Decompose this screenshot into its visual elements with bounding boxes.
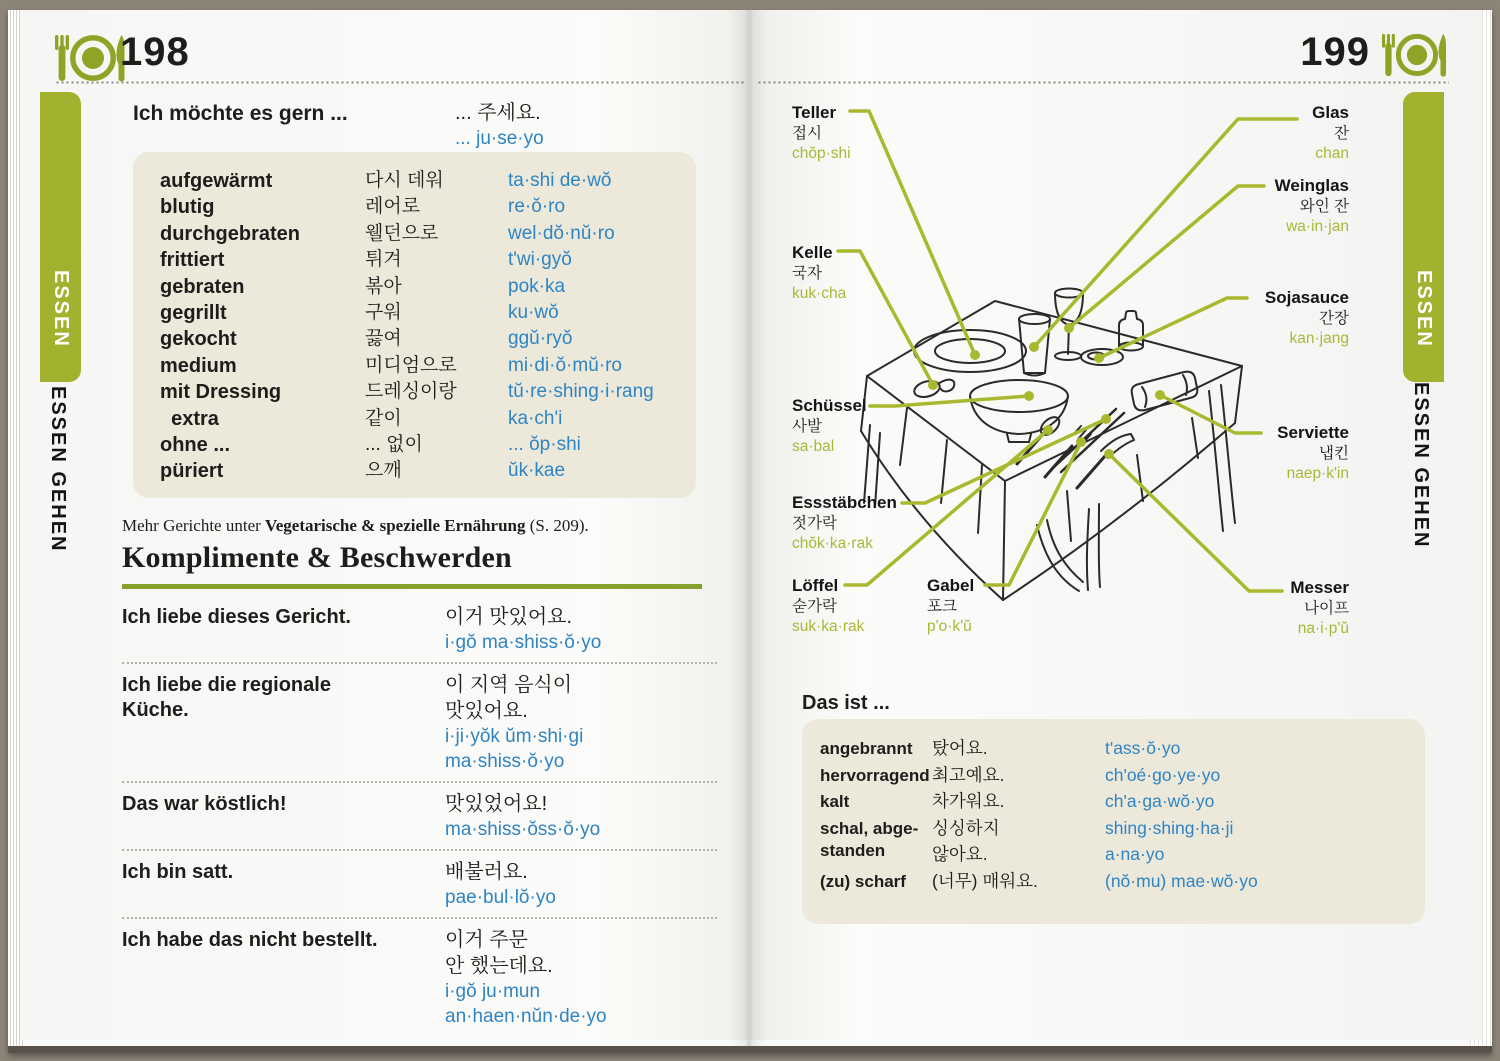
dish-romanization: ... ŏp·shi bbox=[508, 434, 581, 456]
table-row bbox=[122, 851, 717, 919]
table-row bbox=[160, 458, 686, 484]
label-romanization: na·i·p'ŭ bbox=[1297, 620, 1349, 637]
phrase-korean-block bbox=[445, 672, 717, 774]
dish-korean: 볶아 bbox=[365, 275, 402, 297]
table-row bbox=[160, 379, 686, 432]
intro-korean-block bbox=[455, 100, 544, 151]
label-korean: 젓가락 bbox=[792, 515, 837, 532]
label-korean: 포크 bbox=[927, 598, 957, 615]
diagram-label-sojasauce bbox=[1265, 288, 1349, 349]
callout-line-glas bbox=[1034, 119, 1297, 347]
phrase-german: Ich habe das nicht bestellt. bbox=[122, 929, 378, 951]
diagram-label-messer bbox=[1290, 578, 1349, 639]
label-german: Sojasauce bbox=[1264, 288, 1349, 307]
label-korean: 나이프 bbox=[1304, 600, 1349, 617]
phrase-korean: 이거 주문 안 했는데요. bbox=[445, 929, 553, 977]
label-korean: 국자 bbox=[792, 265, 822, 282]
table-leg bbox=[1037, 525, 1079, 591]
dish-romanization: t'wi·gyŏ bbox=[508, 249, 572, 271]
ladle-drawing bbox=[913, 378, 942, 399]
phrase-romanization: i·gŏ ju·mun an·haen·nŭn·de·yo bbox=[445, 981, 607, 1027]
label-korean: 간장 bbox=[1319, 310, 1349, 327]
callout-dot-schuessel bbox=[1024, 391, 1034, 401]
label-romanization: chŏp·shi bbox=[792, 145, 851, 162]
label-german: Serviette bbox=[1277, 423, 1349, 442]
table-row bbox=[160, 300, 686, 326]
label-german: Schüssel bbox=[792, 396, 867, 415]
callout-line-messer bbox=[1109, 454, 1282, 591]
label-romanization: chŏk·ka·rak bbox=[792, 535, 873, 552]
book-gutter bbox=[730, 10, 768, 1046]
phrase-german: Ich liebe dieses Gericht. bbox=[122, 606, 351, 628]
callout-dot-gabel bbox=[1076, 437, 1086, 447]
label-german: Gabel bbox=[927, 576, 975, 595]
dish-german: blutig bbox=[160, 196, 215, 219]
label-korean: 사발 bbox=[792, 418, 822, 435]
callout-line-sojasauce bbox=[1099, 298, 1247, 358]
phrase-korean-block bbox=[445, 927, 717, 1029]
dish-romanization: mi·di·ŏ·mŭ·ro bbox=[508, 354, 622, 376]
das-ist-korean: (너무) 매워요. bbox=[932, 870, 1038, 891]
dish-german: medium bbox=[160, 354, 237, 377]
diagram-label-serviette bbox=[1277, 423, 1349, 484]
dish-romanization: ku·wŏ bbox=[508, 302, 559, 324]
chapter-tab-label: ESSEN bbox=[50, 270, 72, 348]
intro-romanization: ... ju·se·yo bbox=[455, 128, 544, 149]
diagram-label-essstaebchen bbox=[792, 493, 897, 554]
label-german: Löffel bbox=[792, 576, 839, 595]
label-romanization: wa·in·jan bbox=[1286, 218, 1349, 235]
label-korean: 잔 bbox=[1334, 125, 1349, 142]
dish-korean: 드레싱이랑 같이 bbox=[365, 381, 457, 429]
label-romanization: p'o·k'ŭ bbox=[927, 618, 972, 635]
dish-korean: ... 없이 bbox=[365, 434, 423, 456]
das-ist-korean: 차가워요. bbox=[932, 791, 1005, 811]
label-german: Glas bbox=[1312, 103, 1349, 122]
intro-phrase-row bbox=[133, 100, 733, 151]
dish-korean: 튀겨 bbox=[365, 249, 402, 271]
table-leg bbox=[1087, 509, 1089, 590]
table-row bbox=[820, 788, 1411, 815]
intro-german: Ich möchte es gern ... bbox=[133, 102, 348, 125]
phrase-korean: 이 지역 음식이 맛있어요. bbox=[445, 674, 573, 722]
dish-romanization: re·ŏ·ro bbox=[508, 196, 566, 218]
table-row bbox=[160, 353, 686, 379]
das-ist-german: kalt bbox=[820, 792, 850, 811]
label-romanization: kan·jang bbox=[1289, 330, 1349, 347]
callout-dot-weinglas bbox=[1064, 323, 1074, 333]
dishes-table bbox=[133, 152, 696, 498]
table-row bbox=[160, 247, 686, 273]
dish-german: püriert bbox=[160, 460, 224, 483]
cross-reference-note bbox=[122, 516, 589, 536]
das-ist-heading: Das ist ... bbox=[802, 692, 890, 714]
table-row bbox=[122, 596, 717, 664]
callout-dot-messer bbox=[1104, 449, 1114, 459]
table-row bbox=[122, 783, 717, 851]
das-ist-korean: 싱싱하지 않아요. bbox=[932, 817, 1000, 864]
table-leg bbox=[1209, 391, 1223, 531]
dish-korean: 미디엄으로 bbox=[365, 354, 457, 376]
page-199 bbox=[750, 10, 1482, 1040]
das-ist-romanization: ch'oé·go·ye·yo bbox=[1105, 764, 1221, 785]
header-rule-left bbox=[55, 81, 745, 84]
phrases-table bbox=[122, 596, 717, 1036]
page-number-right: 199 bbox=[1300, 30, 1370, 74]
table-row bbox=[160, 274, 686, 300]
dish-german: gebraten bbox=[160, 275, 245, 298]
callout-dot-glas bbox=[1029, 342, 1039, 352]
dish-korean: 웰던으로 bbox=[365, 222, 439, 244]
fork-plate-knife-icon bbox=[1382, 32, 1452, 78]
phrase-german: Ich liebe die regionale Küche. bbox=[122, 674, 331, 721]
label-german: Essstäbchen bbox=[792, 493, 897, 512]
header-rule-right bbox=[757, 81, 1449, 84]
intro-korean: ... 주세요. bbox=[455, 102, 541, 124]
label-korean: 와인 잔 bbox=[1299, 198, 1349, 215]
phrase-romanization: i·gŏ ma·shiss·ŏ·yo bbox=[445, 632, 602, 653]
phrase-romanization: i·ji·yŏk ŭm·shi·gi ma·shiss·ŏ·yo bbox=[445, 726, 584, 772]
table-row bbox=[122, 919, 717, 1036]
das-ist-korean: 최고예요. bbox=[932, 764, 1005, 785]
dish-german: aufgewärmt bbox=[160, 170, 273, 192]
callout-dot-serviette bbox=[1155, 390, 1165, 400]
callout-dot-sojasauce bbox=[1094, 353, 1104, 363]
label-romanization: naep·k'in bbox=[1286, 465, 1349, 482]
heading-underline-bar bbox=[122, 584, 702, 589]
table-row bbox=[160, 326, 686, 352]
das-ist-german: angebrannt bbox=[820, 739, 913, 758]
dish-romanization: ŭk·kae bbox=[508, 460, 566, 482]
dish-romanization: pok·ka bbox=[508, 275, 566, 297]
phrase-korean: 배불러요. bbox=[445, 861, 528, 883]
page-198 bbox=[20, 10, 748, 1040]
callout-line-weinglas bbox=[1069, 186, 1264, 328]
table-row bbox=[122, 664, 717, 783]
table-row bbox=[820, 868, 1411, 895]
das-ist-table bbox=[802, 719, 1425, 924]
table-row bbox=[160, 432, 686, 458]
dish-romanization: wel·dŏ·nŭ·ro bbox=[508, 222, 615, 244]
das-ist-korean: 탔어요. bbox=[932, 738, 988, 758]
chapter-tab-essen-left bbox=[40, 92, 81, 382]
callout-dot-teller bbox=[970, 350, 980, 360]
phrase-romanization: ma·shiss·ŏss·ŏ·yo bbox=[445, 819, 601, 840]
dish-german: frittiert bbox=[160, 249, 225, 272]
das-ist-romanization: t'ass·ŏ·yo bbox=[1105, 738, 1181, 758]
dish-german: gekocht bbox=[160, 328, 237, 351]
dish-german: mit Dressing extra bbox=[160, 381, 282, 430]
label-romanization: sa·bal bbox=[792, 438, 835, 455]
label-korean: 숟가락 bbox=[792, 598, 837, 615]
das-ist-german: (zu) scharf bbox=[820, 871, 906, 891]
phrase-korean: 이거 맛있어요. bbox=[445, 606, 573, 628]
plate-drawing bbox=[914, 330, 1026, 372]
label-german: Weinglas bbox=[1274, 176, 1349, 195]
callout-dot-kelle bbox=[928, 380, 938, 390]
section-heading: Komplimente & Beschwerden bbox=[122, 541, 512, 574]
label-romanization: suk·ka·rak bbox=[792, 618, 865, 635]
diagram-label-glas bbox=[1312, 103, 1349, 164]
label-romanization: kuk·cha bbox=[792, 285, 847, 302]
table-row bbox=[160, 194, 686, 220]
dish-romanization: tŭ·re·shing·i·rang ka·ch'i bbox=[508, 381, 654, 429]
label-romanization: chan bbox=[1315, 145, 1349, 162]
das-ist-romanization: (nŏ·mu) mae·wŏ·yo bbox=[1105, 870, 1258, 891]
label-korean: 냅킨 bbox=[1319, 445, 1349, 462]
page-number-left: 198 bbox=[120, 30, 190, 74]
dish-romanization: ggŭ·ryŏ bbox=[508, 328, 573, 350]
section-tab-essen-gehen-left: ESSEN GEHEN bbox=[47, 386, 69, 553]
phrase-romanization: pae·bul·lŏ·yo bbox=[445, 887, 556, 908]
dish-korean: 레어로 bbox=[365, 196, 421, 218]
dish-korean: 다시 데워 bbox=[365, 170, 444, 191]
label-korean: 접시 bbox=[792, 125, 822, 142]
section-tab-essen-gehen-right: ESSEN GEHEN bbox=[1410, 382, 1432, 549]
dish-german: gegrillt bbox=[160, 302, 227, 325]
dish-korean: 구워 bbox=[365, 302, 402, 324]
diagram-label-loeffel bbox=[792, 576, 864, 637]
dish-german: ohne ... bbox=[160, 434, 230, 457]
table-row bbox=[820, 815, 1411, 868]
note-prefix: Mehr Gerichte unter bbox=[122, 516, 266, 535]
phrase-korean-block bbox=[445, 791, 717, 842]
callout-dot-loeffel bbox=[1043, 425, 1053, 435]
phrase-korean: 맛있었어요! bbox=[445, 793, 548, 815]
tabletop bbox=[867, 301, 1242, 481]
table-row bbox=[160, 221, 686, 247]
label-german: Kelle bbox=[792, 243, 833, 262]
table-row bbox=[820, 762, 1411, 789]
das-ist-german: schal, abge- standen bbox=[820, 818, 919, 860]
note-reference-title: Vegetarische & spezielle Ernährung bbox=[265, 516, 526, 535]
diagram-label-schuessel bbox=[792, 396, 867, 457]
callout-dot-essstaebchen bbox=[1101, 414, 1111, 424]
diagram-label-weinglas bbox=[1275, 176, 1349, 237]
phrase-korean-block bbox=[445, 859, 717, 910]
dish-romanization: ta·shi de·wŏ bbox=[508, 170, 612, 191]
phrase-german: Das war köstlich! bbox=[122, 793, 287, 815]
diagram-label-kelle bbox=[792, 243, 846, 304]
callout-line-teller bbox=[850, 111, 975, 355]
chapter-tab-label: ESSEN bbox=[1413, 270, 1435, 348]
das-ist-german: hervorragend bbox=[820, 765, 930, 785]
table-row bbox=[160, 168, 686, 194]
phrase-korean-block bbox=[445, 604, 717, 655]
diagram-label-gabel bbox=[927, 576, 974, 637]
book bbox=[8, 10, 1492, 1053]
phrase-german: Ich bin satt. bbox=[122, 861, 234, 883]
das-ist-romanization: ch'a·ga·wŏ·yo bbox=[1105, 791, 1215, 811]
dish-korean: 끓여 bbox=[365, 328, 402, 350]
das-ist-romanization: shing·shing·ha·ji a·na·yo bbox=[1105, 817, 1234, 864]
label-german: Teller bbox=[792, 103, 837, 122]
diagram-label-teller bbox=[792, 103, 851, 164]
dish-korean: 으깨 bbox=[365, 460, 402, 482]
table-row bbox=[820, 735, 1411, 762]
dish-german: durchgebraten bbox=[160, 222, 301, 245]
label-german: Messer bbox=[1290, 578, 1349, 597]
note-suffix: (S. 209). bbox=[525, 516, 589, 535]
